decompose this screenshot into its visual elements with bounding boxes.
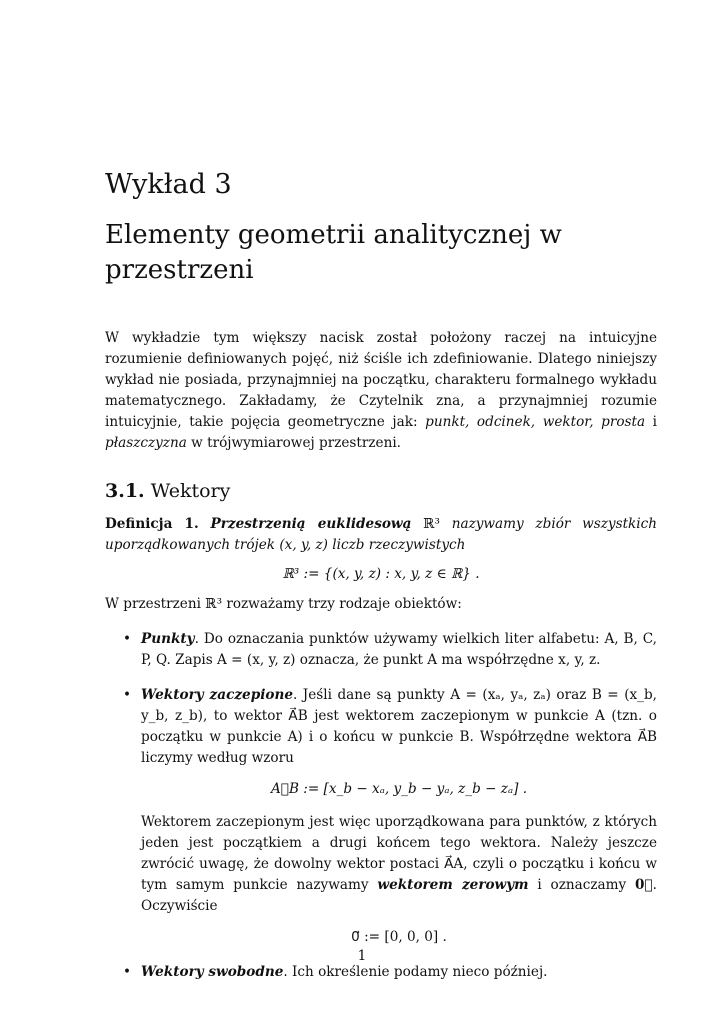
term-free-vectors: Wektory swobodne xyxy=(141,963,284,980)
bullet-icon: • xyxy=(123,630,132,647)
definition-label: Definicja 1. xyxy=(105,515,199,532)
zero-vector-symbol: 0⃗ xyxy=(635,876,653,893)
intro-and: i xyxy=(645,413,658,430)
definition-symbol: ℝ³ xyxy=(423,515,440,532)
page-number: 1 xyxy=(357,948,367,964)
formula-ab: A⃗B := [x_b − xₐ, y_b − yₐ, z_b − zₐ] . xyxy=(270,780,528,797)
bullet-icon: • xyxy=(123,963,132,980)
term-points: Punkty xyxy=(141,630,195,647)
page-body xyxy=(105,168,657,997)
intro-tail: w trójwymiarowej przestrzeni. xyxy=(186,434,401,451)
zero-para-mid: i oznaczamy xyxy=(528,876,636,893)
object-list xyxy=(105,629,657,983)
list-item-points xyxy=(105,629,657,671)
section-heading xyxy=(105,480,657,502)
bound-vectors-text: . Jeśli dane są punkty A = (xₐ, yₐ, zₐ) oraz B = (x_b, y_b, z_b), to wektor A⃗B jest wektorem zaczepionym w punkcie A (tzn. o początku w punkcie A) i o końcu w punkcie B. Współrzędne wektora A⃗B liczymy według wzoru xyxy=(141,686,657,766)
section-title: Wektory xyxy=(150,479,231,502)
intro-term-last: płaszczyzna xyxy=(105,434,187,451)
chapter-heading: Wykład 3 xyxy=(105,169,232,200)
term-bound-vectors: Wektory zaczepione xyxy=(141,686,293,703)
intro-text: W wykładzie tym większy nacisk został położony raczej na intuicyjne rozumienie definiowanych pojęć, niż ściśle ich zdefiniowanie. Dlatego niniejszy wykład nie posiada, przynajmniej na początku, charakteru formalnego wykładu matematycznego. Zakładamy, że Czytelnik zna, a przynajmniej rozumie intuicyjnie, takie pojęcia geometryczne jak: xyxy=(105,329,657,430)
list-item-free-vectors xyxy=(105,962,657,983)
intro-terms: punkt, odcinek, wektor, prosta xyxy=(425,413,646,430)
bullet-icon: • xyxy=(123,686,132,703)
list-item-bound-vectors xyxy=(105,685,657,948)
section-number: 3.1. xyxy=(105,479,145,502)
definition-text: nazywamy zbiór wszystkich uporządkowanych trójek (x, y, z) liczb rzeczywistych xyxy=(105,515,657,553)
definition-term: Przestrzenią euklidesową xyxy=(210,515,412,532)
chapter-title: Elementy geometrii analitycznej w przestrzeni xyxy=(105,219,562,285)
definition xyxy=(105,514,657,556)
objects-intro: W przestrzeni ℝ³ rozważamy trzy rodzaje obiektów: xyxy=(105,595,462,612)
points-text: . Do oznaczania punktów używamy wielkich liter alfabetu: A, B, C, P, Q. Zapis A = (x, y, z) oznacza, że punkt A ma współrzędne x, y, z. xyxy=(141,630,657,668)
term-zero-vector: wektorem zerowym xyxy=(377,876,529,893)
formula-r3: ℝ³ := {(x, y, z) : x, y, z ∈ ℝ} . xyxy=(282,565,480,582)
zero-vector-paragraph xyxy=(141,812,657,917)
intro-paragraph xyxy=(105,328,657,454)
zero-para-after: . Oczywiście xyxy=(141,876,657,914)
zero-para-before: Wektorem zaczepionym jest więc uporządkowana para punktów, z których jeden jest początkiem a drugi końcem tego wektora. Należy jeszcze zwrócić uwagę, że dowolny wektor postaci A⃗A, czyli o początku i końcu w tym samym punkcie nazywamy xyxy=(141,813,657,893)
formula-zero: 0⃗ := [0, 0, 0] . xyxy=(351,928,447,945)
free-vectors-text: . Ich określenie podamy nieco później. xyxy=(283,963,548,980)
